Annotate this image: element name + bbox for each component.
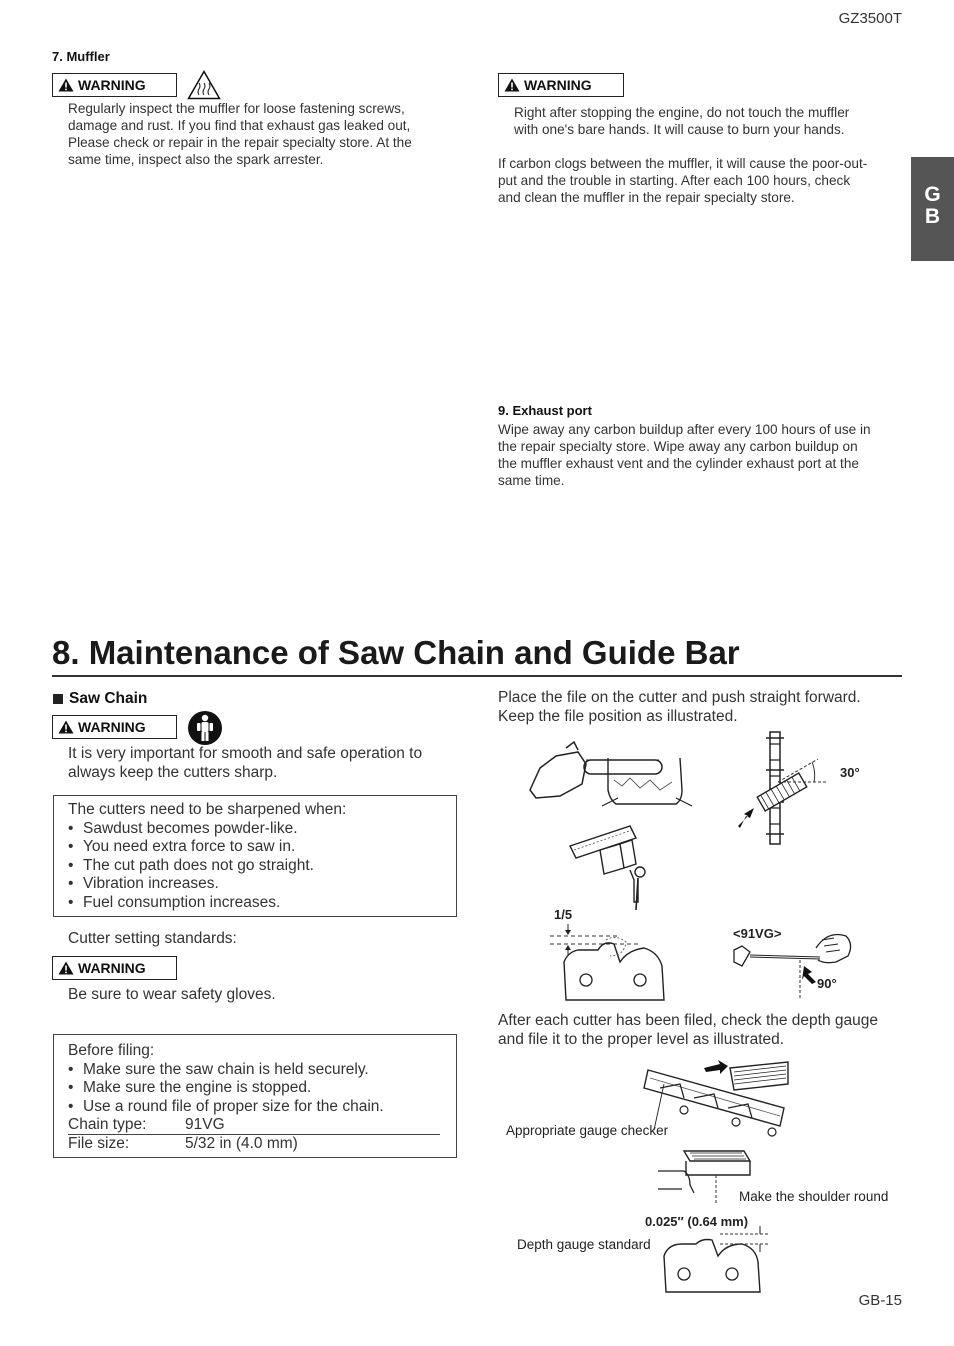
cutter-profile-illustration [548,922,668,1002]
text-line: same time. [498,473,565,488]
text-line: the muffler exhaust vent and the cylinder exhaust port at the [498,456,859,471]
warning-triangle-icon [504,78,520,92]
file-size-value: 5/32 in (4.0 mm) [185,1135,298,1152]
language-tab-letter-2: B [924,205,941,228]
list-item: • Make sure the saw chain is held securely. [68,1061,440,1080]
text-line: It is very important for smooth and safe operation to [68,745,423,762]
model-number: GZ3500T [838,10,902,27]
depth-gauge-instructions [498,1012,908,1049]
text-line: and file it to the proper level as illustrated. [498,1030,785,1048]
text-line: the repair specialty store. Wipe away any carbon buildup on [498,439,858,454]
vise-illustration [560,822,660,914]
list-item: • The cut path does not go straight. [68,857,456,876]
file-size-row [68,1135,440,1153]
list-item: • Sawdust becomes powder-like. [68,820,456,839]
chain-type-label: Chain type: [68,1116,147,1133]
chain-type-row [68,1116,440,1135]
list-item: • You need extra force to saw in. [68,838,456,857]
gloves-text: Be sure to wear safety gloves. [68,986,276,1003]
text-line: put and the trouble in starting. After each 100 hours, check [498,173,851,188]
text-line: damage and rust. If you find that exhaust gas leaked out, [68,118,411,133]
text-line: same time, inspect also the spark arrester. [68,152,324,167]
chain-code-label: <91VG> [733,926,782,941]
angle-90-label: 90° [817,976,837,991]
muffler-warning-box [52,73,177,97]
chainsaw-stump-illustration [526,740,696,808]
square-bullet-icon [53,694,63,704]
hot-surface-icon [187,70,221,100]
warning-label: WARNING [524,77,592,93]
angle-30-label: 30° [840,765,860,780]
sharpen-box-title: The cutters need to be sharpened when: [68,801,347,818]
gloves-warning-box [52,956,177,980]
section-title: 8. Maintenance of Saw Chain and Guide Bar [52,634,902,677]
warning-label: WARNING [78,719,146,735]
muffler-heading: 7. Muffler [52,49,110,64]
list-item: • Use a round file of proper size for the chain. [68,1098,440,1117]
saw-chain-heading [53,690,147,708]
text-line: Please check or repair in the repair specialty store. At the [68,135,412,150]
warning-label: WARNING [78,960,146,976]
exhaust-heading: 9. Exhaust port [498,403,592,418]
gauge-checker-label: Appropriate gauge checker [506,1123,669,1138]
text-line: Keep the file position as illustrated. [498,707,738,725]
depth-gauge-standard-illustration [660,1226,772,1294]
text-line: Regularly inspect the muffler for loose fastening screws, [68,101,405,116]
before-filing-box [53,1034,457,1158]
carbon-text [498,155,904,206]
saw-chain-heading-text: Saw Chain [69,690,148,707]
text-line: Right after stopping the engine, do not touch the muffler [514,105,850,120]
sharpen-conditions-box [53,795,457,917]
text-line: Place the file on the cutter and push straight forward. [498,689,861,706]
language-tab-letter-1: G [924,183,941,206]
text-line: always keep the cutters sharp. [68,763,278,781]
measure-label: 0.025″ (0.64 mm) [645,1214,749,1229]
list-item: • Make sure the engine is stopped. [68,1079,440,1098]
text-line: If carbon clogs between the muffler, it will cause the poor-out- [498,156,868,171]
text-line: After each cutter has been filed, check the depth gauge [498,1012,879,1029]
saw-chain-intro [68,745,460,782]
burn-warning-text [514,104,904,138]
language-tab [911,157,954,261]
shoulder-label: Make the shoulder round [739,1189,889,1204]
file-size-label: File size: [68,1135,130,1152]
page-number: GB-15 [858,1292,902,1309]
list-item: • Vibration increases. [68,875,456,894]
warning-triangle-icon [58,720,74,734]
cutter-standards-label: Cutter setting standards: [68,930,237,947]
warning-triangle-icon [58,961,74,975]
list-item: • Fuel consumption increases. [68,894,456,913]
file-instructions [498,689,908,726]
muffler-text [68,100,458,168]
file-angle-illustration [732,730,832,846]
file-90-illustration [728,920,858,1000]
warning-triangle-icon [58,78,74,92]
warning-label: WARNING [78,77,146,93]
chain-type-value: 91VG [185,1116,225,1133]
depth-standard-label: Depth gauge standard [517,1237,651,1252]
exhaust-text [498,421,904,489]
protective-gear-icon [187,710,223,746]
text-line: Wipe away any carbon buildup after every 100 hours of use in [498,422,871,437]
text-line: and clean the muffler in the repair specialty store. [498,190,795,205]
filing-box-title: Before filing: [68,1042,155,1059]
text-line: with one's bare hands. It will cause to burn your hands. [514,122,845,137]
saw-chain-warning-box [52,715,177,739]
fraction-label: 1/5 [554,907,573,922]
muffler-burn-warning-box [498,73,624,97]
